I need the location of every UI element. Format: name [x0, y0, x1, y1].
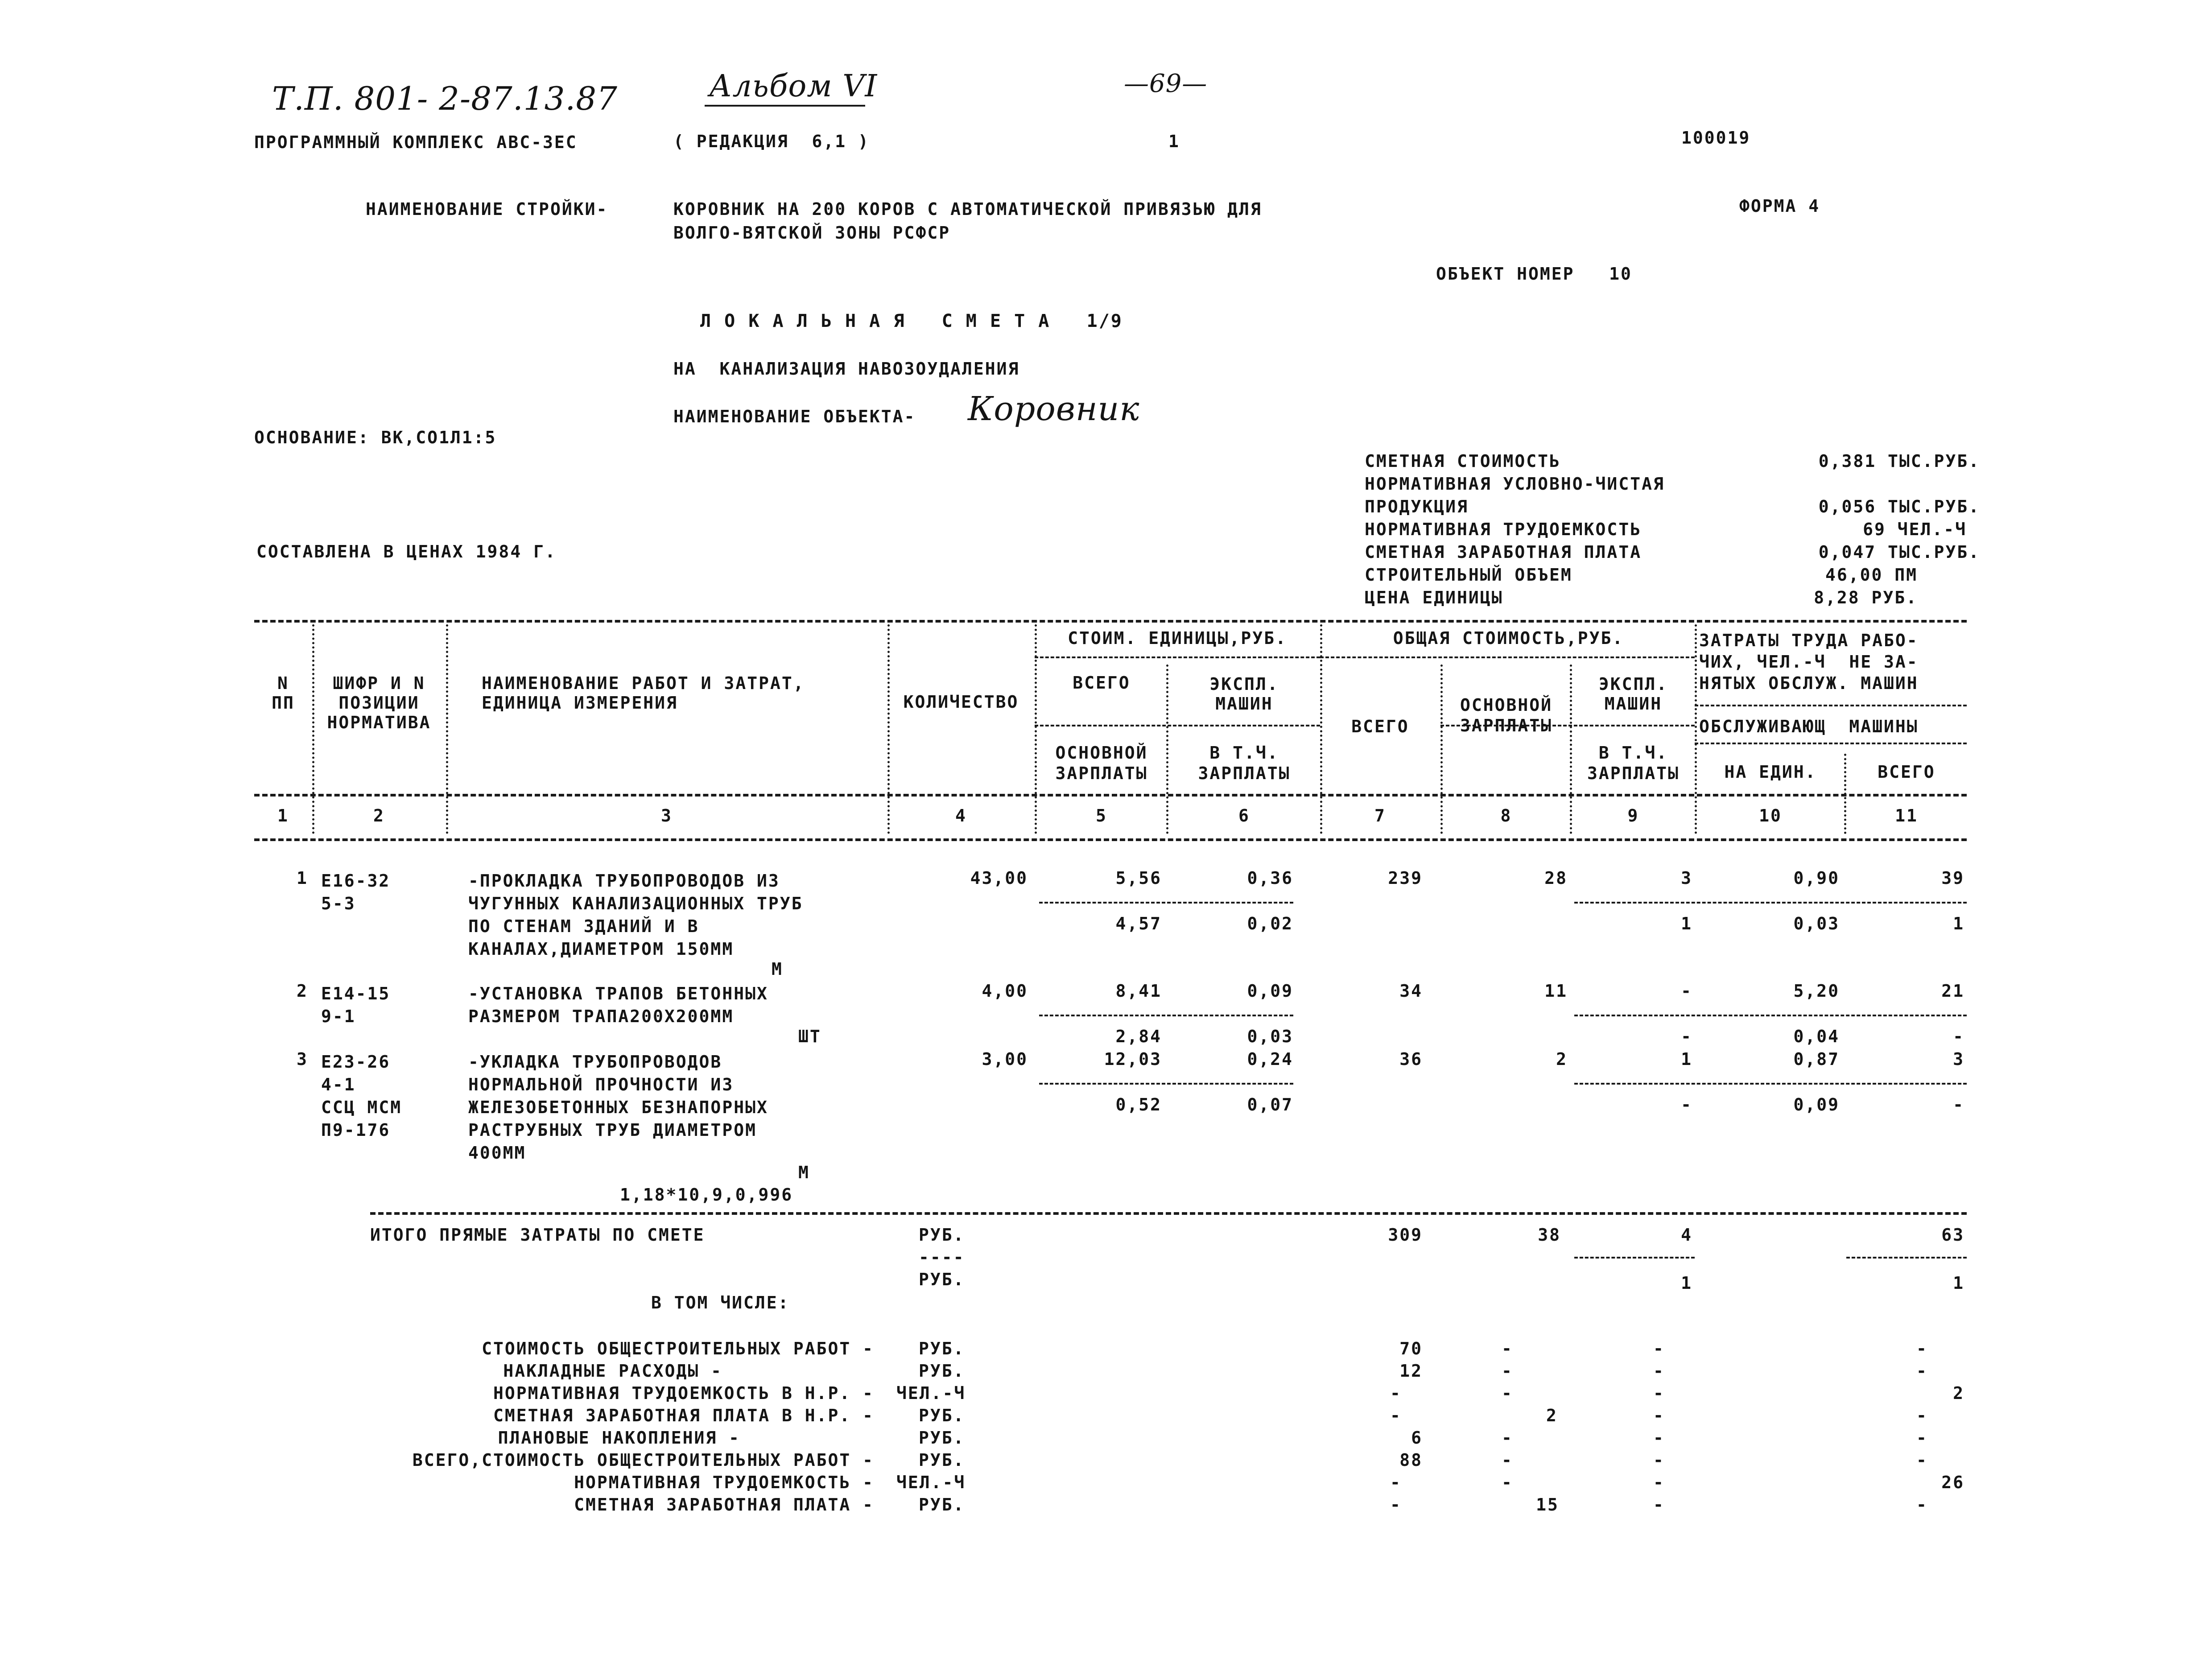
table-row-2-total-machines: - — [1681, 981, 1692, 1001]
totals-split-labor — [1846, 1257, 1967, 1259]
estimate-subject: НА КАНАЛИЗАЦИЯ НАВОЗОУДАЛЕНИЯ — [673, 359, 1020, 379]
breakdown-machines-6: - — [1653, 1473, 1665, 1492]
col-divider-2 — [446, 624, 448, 834]
table-row-3-unit-split — [1039, 1083, 1293, 1085]
document-code: 100019 — [1681, 128, 1751, 148]
table-row-1-labor-total-machines: 1 — [1953, 914, 1964, 933]
table-row-3-code: Е23-26 4-1 ССЦ МСМ П9-176 — [321, 1052, 402, 1140]
table-row-1-total-machines: 3 — [1681, 868, 1692, 888]
table-row-1-unit-machine-wages: 0,02 — [1247, 914, 1293, 933]
totals-unit-2: РУБ. — [919, 1270, 965, 1289]
program-name: ПРОГРАММНЫЙ КОМПЛЕКС АВС-ЗЕС — [254, 132, 578, 152]
estimate-title: Л О К А Л Ь Н А Я С М Е Т А 1/9 — [700, 311, 1123, 331]
header-labor-per-unit: НА ЕДИН. — [1724, 762, 1817, 782]
table-row-1-total-wages: 28 — [1544, 868, 1568, 888]
table-row-1-labor-total: 39 — [1941, 868, 1964, 888]
table-row-2-total-machine-wages: - — [1681, 1027, 1692, 1046]
object-number: ОБЪЕКТ НОМЕР 10 — [1436, 264, 1632, 284]
total-cost-sub-rule — [1320, 656, 1695, 658]
breakdown-machines-1: - — [1653, 1361, 1665, 1381]
breakdown-wages-2: - — [1502, 1383, 1513, 1403]
breakdown-wages-5: - — [1502, 1450, 1513, 1470]
table-row-1-labor-unit: 0,90 — [1793, 868, 1840, 888]
breakdown-labor-0: - — [1916, 1339, 1928, 1358]
breakdown-cost-6: - — [1390, 1473, 1402, 1492]
totals-wages: 38 — [1538, 1225, 1561, 1245]
breakdown-label-1: НАКЛАДНЫЕ РАСХОДЫ - — [503, 1361, 722, 1381]
breakdown-machines-7: - — [1653, 1495, 1665, 1515]
breakdown-labor-6: 26 — [1941, 1473, 1964, 1492]
table-row-2-unit-split — [1039, 1015, 1293, 1016]
breakdown-cost-7: - — [1390, 1495, 1402, 1515]
table-row-2-code: Е14-15 9-1 — [321, 984, 391, 1026]
table-row-3-labor-total-machines: - — [1953, 1095, 1964, 1114]
table-row-3-total-split — [1574, 1083, 1967, 1085]
breakdown-label-7: СМЕТНАЯ ЗАРАБОТНАЯ ПЛАТА - — [574, 1495, 874, 1515]
table-row-1-total: 239 — [1388, 868, 1423, 888]
breakdown-machines-5: - — [1653, 1450, 1665, 1470]
table-row-3-unit-total: 12,03 — [1104, 1049, 1162, 1069]
breakdown-unit-0: РУБ. — [919, 1339, 965, 1358]
table-row-3-total: 36 — [1399, 1049, 1423, 1069]
labor-sub-rule-1 — [1695, 705, 1967, 706]
breakdown-wages-1: - — [1502, 1361, 1513, 1381]
totals-labor-machines: 1 — [1953, 1273, 1964, 1293]
totals-cost: 309 — [1388, 1225, 1423, 1245]
summary-value-0: 0,381 ТЫС.РУБ. — [1818, 451, 1980, 471]
table-row-2-labor-unit: 5,20 — [1793, 981, 1840, 1001]
header-col-code: ШИФР И N ПОЗИЦИИ НОРМАТИВА — [327, 673, 431, 732]
col-number-3: 3 — [661, 806, 673, 825]
breakdown-machines-0: - — [1653, 1339, 1665, 1358]
header-total-cost-incl-wages: В Т.Ч. ЗАРПЛАТЫ — [1587, 743, 1680, 783]
breakdown-cost-3: - — [1390, 1406, 1402, 1425]
summary-value-3: 69 ЧЕЛ.-Ч — [1863, 520, 1967, 539]
summary-label-2: ПРОДУКЦИЯ — [1365, 497, 1469, 516]
handwritten-page-number: —69— — [1124, 69, 1208, 98]
breakdown-wages-3: 2 — [1546, 1406, 1558, 1425]
table-row-3-unit-machines: 0,24 — [1247, 1049, 1293, 1069]
breakdown-unit-3: РУБ. — [919, 1406, 965, 1425]
handwritten-album: Альбом VI — [709, 69, 878, 104]
table-row-3-total-wages: 2 — [1556, 1049, 1568, 1069]
table-row-1-total-split — [1574, 902, 1967, 904]
table-row-3-qty: 3,00 — [982, 1049, 1028, 1069]
construction-label: НАИМЕНОВАНИЕ СТРОЙКИ- — [366, 199, 608, 219]
header-total-cost: ОБЩАЯ СТОИМОСТЬ,РУБ. — [1393, 628, 1624, 648]
summary-label-1: НОРМАТИВНАЯ УСЛОВНО-ЧИСТАЯ — [1365, 474, 1665, 494]
breakdown-wages-4: - — [1502, 1428, 1513, 1448]
col-number-2: 2 — [373, 806, 385, 825]
breakdown-unit-1: РУБ. — [919, 1361, 965, 1381]
breakdown-machines-4: - — [1653, 1428, 1665, 1448]
table-row-2-total: 34 — [1399, 981, 1423, 1001]
breakdown-label-6: НОРМАТИВНАЯ ТРУДОЕМКОСТЬ - — [574, 1473, 874, 1492]
breakdown-label-0: СТОИМОСТЬ ОБЩЕСТРОИТЕЛЬНЫХ РАБОТ - — [482, 1339, 874, 1358]
handwritten-doc-code: Т.П. 801- 2-87.13.87 — [272, 80, 618, 117]
table-row-1-unit-machines: 0,36 — [1247, 868, 1293, 888]
header-unit-cost-machines: ЭКСПЛ. МАШИН — [1209, 674, 1279, 714]
table-row-2-total-wages: 11 — [1544, 981, 1568, 1001]
header-col-name: НАИМЕНОВАНИЕ РАБОТ И ЗАТРАТ, ЕДИНИЦА ИЗМЕРЕНИЯ — [482, 673, 805, 713]
table-row-3-n: 3 — [297, 1049, 308, 1069]
table-top-rule — [254, 620, 1967, 623]
totals-including: В ТОМ ЧИСЛЕ: — [651, 1293, 790, 1312]
table-row-1-total-machine-wages: 1 — [1681, 914, 1692, 933]
col-number-4: 4 — [955, 806, 967, 825]
breakdown-unit-5: РУБ. — [919, 1450, 965, 1470]
col-number-7: 7 — [1374, 806, 1386, 825]
table-row-1-n: 1 — [297, 868, 308, 888]
breakdown-label-2: НОРМАТИВНАЯ ТРУДОЕМКОСТЬ В Н.Р. - — [493, 1383, 874, 1403]
table-row-2-unit-total: 8,41 — [1115, 981, 1162, 1001]
edition: ( РЕДАКЦИЯ 6,1 ) — [673, 132, 870, 151]
breakdown-cost-0: 70 — [1399, 1339, 1423, 1358]
table-row-1-name: -ПРОКЛАДКА ТРУБОПРОВОДОВ ИЗ ЧУГУННЫХ КАНАЛИЗАЦИОННЫХ ТРУБ ПО СТЕНАМ ЗДАНИЙ И В КАНАЛАХ,ДИАМЕТРОМ 150ММ — [468, 871, 803, 959]
breakdown-cost-1: 12 — [1399, 1361, 1423, 1381]
sheet-number: 1 — [1168, 132, 1180, 151]
header-unit-cost: СТОИМ. ЕДИНИЦЫ,РУБ. — [1068, 628, 1287, 648]
col-number-11: 11 — [1895, 806, 1918, 825]
table-row-1-qty: 43,00 — [970, 868, 1028, 888]
breakdown-labor-3: - — [1916, 1406, 1928, 1425]
table-row-2-unit-machines: 0,09 — [1247, 981, 1293, 1001]
header-labor: ЗАТРАТЫ ТРУДА РАБО- ЧИХ, ЧЕЛ.-Ч НЕ ЗА- НЯТЫХ ОБСЛУЖ. МАШИН — [1699, 631, 1919, 693]
table-row-2-qty: 4,00 — [982, 981, 1028, 1001]
breakdown-unit-6: ЧЕЛ.-Ч — [896, 1473, 966, 1492]
totals-machine-wages: 1 — [1681, 1273, 1692, 1293]
summary-value-2: 0,056 ТЫС.РУБ. — [1818, 497, 1980, 516]
price-level: СОСТАВЛЕНА В ЦЕНАХ 1984 Г. — [256, 542, 557, 561]
breakdown-labor-4: - — [1916, 1428, 1928, 1448]
col-number-10: 10 — [1759, 806, 1782, 825]
breakdown-labor-7: - — [1916, 1495, 1928, 1515]
header-total-cost-machines: ЭКСПЛ. МАШИН — [1598, 674, 1668, 714]
summary-label-4: СМЕТНАЯ ЗАРАБОТНАЯ ПЛАТА — [1365, 542, 1642, 562]
table-row-3-unit-wages: 0,52 — [1115, 1095, 1162, 1114]
breakdown-label-4: ПЛАНОВЫЕ НАКОПЛЕНИЯ - — [498, 1428, 740, 1448]
totals-top-rule — [370, 1212, 1967, 1215]
breakdown-machines-3: - — [1653, 1406, 1665, 1425]
breakdown-labor-5: - — [1916, 1450, 1928, 1470]
summary-label-0: СМЕТНАЯ СТОИМОСТЬ — [1365, 451, 1561, 471]
table-row-3-labor-total: 3 — [1953, 1049, 1964, 1069]
summary-label-3: НОРМАТИВНАЯ ТРУДОЕМКОСТЬ — [1365, 520, 1642, 539]
breakdown-cost-2: - — [1390, 1383, 1402, 1403]
table-row-2-labor-unit-machines: 0,04 — [1793, 1027, 1840, 1046]
table-row-3-unit: М — [798, 1163, 810, 1182]
breakdown-wages-7: 15 — [1536, 1495, 1559, 1515]
table-header-rule — [254, 794, 1967, 796]
basis: ОСНОВАНИЕ: ВК,СО1Л1:5 — [254, 428, 497, 447]
table-row-2-unit: ШТ — [798, 1027, 821, 1046]
totals-split-machines — [1574, 1257, 1695, 1259]
header-unit-cost-total: ВСЕГО — [1073, 673, 1131, 693]
table-row-2-n: 2 — [297, 981, 308, 1001]
summary-value-4: 0,047 ТЫС.РУБ. — [1818, 542, 1980, 562]
breakdown-wages-0: - — [1502, 1339, 1513, 1358]
table-row-2-name: -УСТАНОВКА ТРАПОВ БЕТОННЫХ РАЗМЕРОМ ТРАПА200Х200ММ — [468, 984, 768, 1026]
table-row-2-unit-machine-wages: 0,03 — [1247, 1027, 1293, 1046]
col-divider-4 — [1035, 624, 1037, 834]
col-divider-9 — [1695, 624, 1697, 834]
table-row-3-unit-machine-wages: 0,07 — [1247, 1095, 1293, 1114]
table-row-1-labor-unit-machines: 0,03 — [1793, 914, 1840, 933]
breakdown-unit-7: РУБ. — [919, 1495, 965, 1515]
header-unit-cost-wages: ОСНОВНОЙ ЗАРПЛАТЫ — [1055, 743, 1148, 783]
breakdown-wages-6: - — [1502, 1473, 1513, 1492]
header-total-cost-wages: ОСНОВНОЙ ЗАРПЛАТЫ — [1460, 695, 1553, 735]
summary-label-6: ЦЕНА ЕДИНИЦЫ — [1365, 588, 1503, 607]
construction-name-line2: ВОЛГО-ВЯТСКОЙ ЗОНЫ РСФСР — [673, 223, 951, 243]
construction-name-line1: КОРОВНИК НА 200 КОРОВ С АВТОМАТИЧЕСКОЙ ПРИВЯЗЬЮ ДЛЯ — [673, 199, 1262, 219]
breakdown-label-3: СМЕТНАЯ ЗАРАБОТНАЯ ПЛАТА В Н.Р. - — [493, 1406, 874, 1425]
table-row-1-unit: М — [772, 959, 783, 979]
header-labor-total: ВСЕГО — [1878, 762, 1936, 782]
header-col-quantity: КОЛИЧЕСТВО — [903, 692, 1019, 712]
album-underline — [705, 105, 865, 107]
col-number-5: 5 — [1096, 806, 1107, 825]
table-row-3-formula: 1,18*10,9,0,996 — [620, 1185, 793, 1205]
breakdown-cost-4: 6 — [1411, 1428, 1423, 1448]
breakdown-unit-4: РУБ. — [919, 1428, 965, 1448]
handwritten-object-name: Коровник — [968, 390, 1140, 428]
labor-sub-rule-2 — [1695, 743, 1967, 744]
header-labor-sub: ОБСЛУЖИВАЮЩ МАШИНЫ — [1699, 717, 1919, 736]
col-number-1: 1 — [277, 806, 289, 825]
col-divider-3 — [887, 624, 890, 834]
table-row-3-labor-unit-machines: 0,09 — [1793, 1095, 1840, 1114]
table-row-1-unit-wages: 4,57 — [1115, 914, 1162, 933]
totals-label: ИТОГО ПРЯМЫЕ ЗАТРАТЫ ПО СМЕТЕ — [370, 1225, 705, 1245]
table-row-2-total-split — [1574, 1015, 1967, 1016]
table-row-3-labor-unit: 0,87 — [1793, 1049, 1840, 1069]
table-row-2-unit-wages: 2,84 — [1115, 1027, 1162, 1046]
breakdown-cost-5: 88 — [1399, 1450, 1423, 1470]
col-number-9: 9 — [1627, 806, 1639, 825]
col-number-6: 6 — [1238, 806, 1250, 825]
header-unit-cost-incl-wages: В Т.Ч. ЗАРПЛАТЫ — [1198, 743, 1291, 783]
totals-unit-separator: ---- — [919, 1247, 965, 1267]
header-total-cost-total: ВСЕГО — [1351, 717, 1409, 736]
summary-label-5: СТРОИТЕЛЬНЫЙ ОБЪЕМ — [1365, 565, 1572, 585]
unit-cost-sub-rule — [1035, 656, 1320, 658]
table-row-3-total-machine-wages: - — [1681, 1095, 1692, 1114]
table-row-3-name: -УКЛАДКА ТРУБОПРОВОДОВ НОРМАЛЬНОЙ ПРОЧНОСТИ ИЗ ЖЕЛЕЗОБЕТОННЫХ БЕЗНАПОРНЫХ РАСТРУБНЫХ ТРУБ ДИАМЕТРОМ 400ММ — [468, 1052, 768, 1163]
header-col-n: N ПП — [272, 673, 295, 713]
totals-unit: РУБ. — [919, 1225, 965, 1245]
breakdown-machines-2: - — [1653, 1383, 1665, 1403]
table-row-3-total-machines: 1 — [1681, 1049, 1692, 1069]
unit-cost-mid-rule — [1035, 725, 1320, 726]
summary-value-5: 46,00 ПМ — [1825, 565, 1918, 585]
totals-machines: 4 — [1681, 1225, 1692, 1245]
table-row-1-unit-total: 5,56 — [1115, 868, 1162, 888]
form-number: ФОРМА 4 — [1739, 196, 1820, 216]
object-label: НАИМЕНОВАНИЕ ОБЪЕКТА- — [673, 407, 916, 426]
breakdown-label-5: ВСЕГО,СТОИМОСТЬ ОБЩЕСТРОИТЕЛЬНЫХ РАБОТ - — [412, 1450, 874, 1470]
table-numbers-rule — [254, 838, 1967, 841]
summary-value-6: 8,28 РУБ. — [1814, 588, 1918, 607]
totals-labor: 63 — [1941, 1225, 1964, 1245]
table-row-1-code: Е16-32 5-3 — [321, 871, 391, 913]
breakdown-labor-1: - — [1916, 1361, 1928, 1381]
table-row-1-unit-split — [1039, 902, 1293, 904]
breakdown-unit-2: ЧЕЛ.-Ч — [896, 1383, 966, 1403]
col-number-8: 8 — [1500, 806, 1512, 825]
breakdown-labor-2: 2 — [1953, 1383, 1964, 1403]
table-row-2-labor-total-machines: - — [1953, 1027, 1964, 1046]
table-row-2-labor-total: 21 — [1941, 981, 1964, 1001]
